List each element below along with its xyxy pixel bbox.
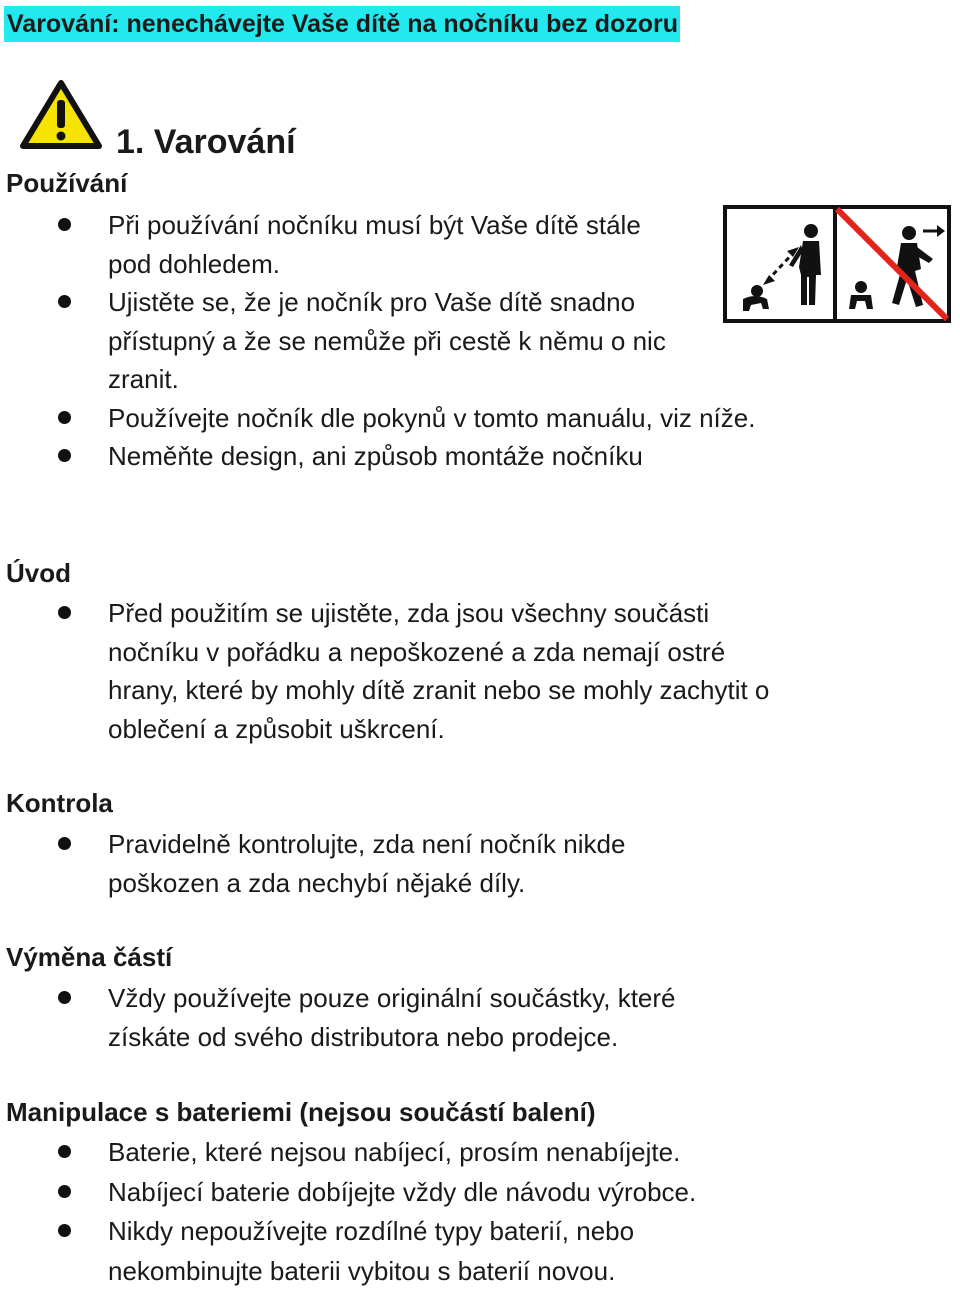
bullet-icon [58, 991, 71, 1004]
list-item: Neměňte design, ani způsob montáže nočníku [0, 437, 868, 476]
list-vymena-casti [0, 979, 748, 1056]
list-item: Nikdy nepoužívejte rozdílné typy baterií, nebo nekombinujte baterii vybitou s baterií novou. [0, 1212, 728, 1291]
list-pouzivani [0, 206, 800, 476]
bullet-icon [58, 1145, 71, 1158]
bullet-icon [58, 449, 71, 462]
list-item: Baterie, které nejsou nabíjecí, prosím nenabíjejte. [0, 1133, 868, 1173]
bullet-icon [58, 411, 71, 424]
list-item: Vždy používejte pouze originální součástky, které získáte od svého distributora nebo prodejce. [0, 979, 748, 1056]
heading-kontrola: Kontrola [6, 788, 113, 818]
list-item: Pravidelně kontrolujte, zda není nočník nikde poškozen a zda nechybí nějaké díly. [0, 825, 698, 902]
bullet-icon [58, 606, 71, 619]
list-item: Při používání nočníku musí být Vaše dítě stále pod dohledem. [0, 206, 648, 283]
list-item: Ujistěte se, že je nočník pro Vaše dítě snadno přístupný a že se nemůže při cestě k němu o nic zranit. [0, 283, 668, 399]
list-item: Používejte nočník dle pokynů v tomto manuálu, viz níže. [0, 399, 788, 438]
bullet-icon [58, 1185, 71, 1198]
list-uvod [0, 594, 788, 748]
section-title: 1. Varování [116, 123, 296, 161]
bullet-icon [58, 1224, 71, 1237]
bullet-icon [58, 837, 71, 850]
list-item: Nabíjecí baterie dobíjejte vždy dle návodu výrobce. [0, 1173, 868, 1213]
heading-vymena-casti: Výměna částí [6, 942, 173, 972]
list-kontrola [0, 825, 698, 902]
heading-uvod: Úvod [6, 558, 71, 588]
bullet-icon [58, 295, 71, 308]
bullet-icon [58, 218, 71, 231]
warning-banner: Varování: nenechávejte Vaše dítě na nočníku bez dozoru [4, 6, 680, 42]
heading-pouzivani: Používání [6, 168, 128, 198]
heading-manipulace-s-bateriemi: Manipulace s bateriemi (nejsou součástí balení) [6, 1097, 596, 1127]
list-manipulace-s-bateriemi [0, 1133, 868, 1291]
warning-triangle-icon [20, 80, 102, 150]
list-item: Před použitím se ujistěte, zda jsou všechny součásti nočníku v pořádku a nepoškozené a zda nemají ostré hrany, které by mohly dítě zranit nebo se mohly zachytit o oblečení a způsobit uškrcení. [0, 594, 788, 748]
